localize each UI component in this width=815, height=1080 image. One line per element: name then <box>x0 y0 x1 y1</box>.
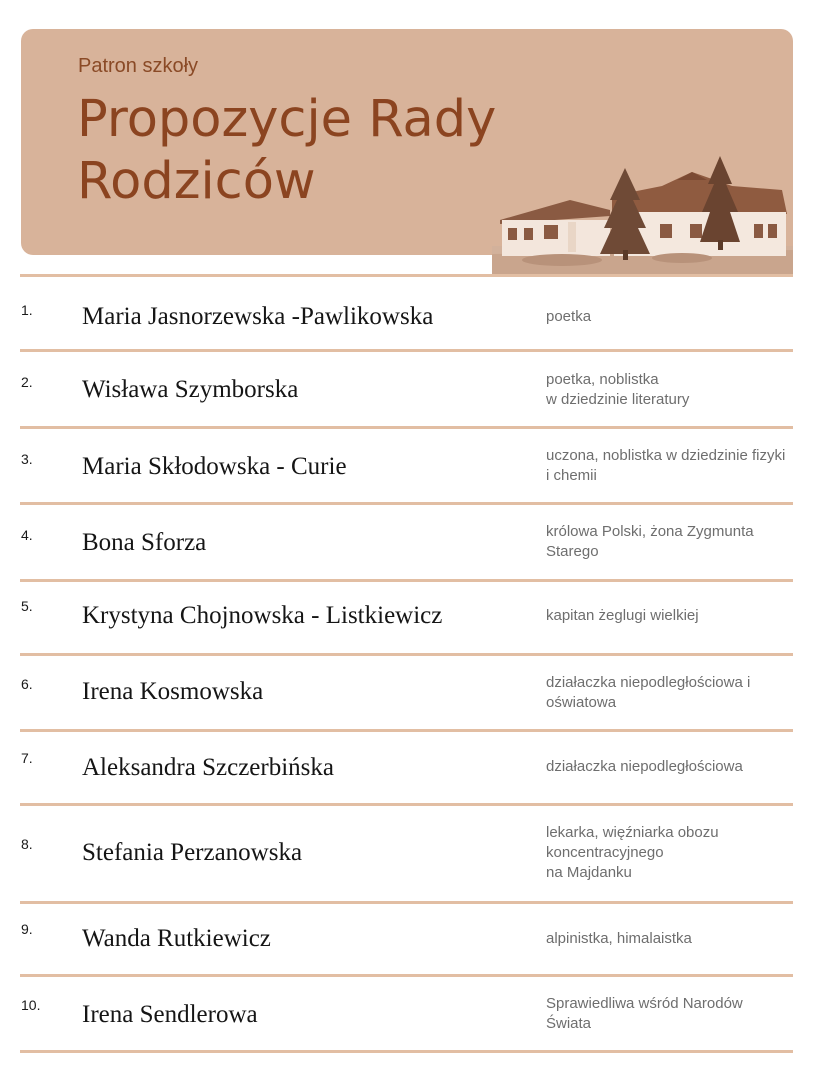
candidate-description: poetka, noblistka w dziedzinie literatury <box>546 371 690 408</box>
candidate-name: Irena Sendlerowa <box>82 1001 258 1028</box>
candidate-name: Bona Sforza <box>82 529 207 556</box>
candidate-name: Maria Skłodowska - Curie <box>82 453 347 480</box>
candidate-name: Aleksandra Szczerbińska <box>82 754 334 781</box>
candidate-name: Irena Kosmowska <box>82 678 264 705</box>
item-number: 10. <box>21 997 41 1013</box>
candidate-description: alpinistka, himalaistka <box>546 930 692 947</box>
list-item <box>20 505 793 579</box>
list-item <box>20 806 793 901</box>
candidate-description: Sprawiedliwa wśród Narodów Świata <box>546 995 743 1032</box>
candidate-description: kapitan żeglugi wielkiej <box>546 607 699 624</box>
item-number: 3. <box>21 451 33 467</box>
header-subtitle: Patron szkoły <box>78 55 199 77</box>
list-item <box>20 977 793 1050</box>
candidate-name: Krystyna Chojnowska - Listkiewicz <box>82 602 443 629</box>
candidate-name: Maria Jasnorzewska -Pawlikowska <box>82 303 434 330</box>
candidate-name: Wanda Rutkiewicz <box>82 925 271 952</box>
item-number: 8. <box>21 836 33 852</box>
candidate-description: królowa Polski, żona Zygmunta Starego <box>546 523 754 560</box>
divider <box>20 1050 793 1053</box>
list-item <box>20 582 793 653</box>
item-number: 6. <box>21 676 33 692</box>
candidate-name: Wisława Szymborska <box>82 376 299 403</box>
list-item <box>20 732 793 803</box>
item-number: 9. <box>21 921 33 937</box>
candidate-description: działaczka niepodległościowa i oświatowa <box>546 674 751 711</box>
candidate-name: Stefania Perzanowska <box>82 839 303 866</box>
item-number: 5. <box>21 598 33 614</box>
item-number: 4. <box>21 527 33 543</box>
list-item <box>20 277 793 349</box>
list-item <box>20 656 793 729</box>
candidate-description: poetka <box>546 308 592 325</box>
list-item <box>20 352 793 426</box>
list-item <box>20 429 793 502</box>
school-building-photo <box>492 150 793 276</box>
candidate-description: działaczka niepodległościowa <box>546 758 743 775</box>
item-number: 1. <box>21 302 33 318</box>
item-number: 2. <box>21 374 33 390</box>
page-title: Propozycje Rady Rodziców <box>77 90 497 211</box>
list-item <box>20 904 793 974</box>
candidate-description: uczona, noblistka w dziedzinie fizyki i chemii <box>546 447 786 484</box>
candidate-description: lekarka, więźniarka obozu koncentracyjnego na Majdanku <box>546 824 719 881</box>
item-number: 7. <box>21 750 33 766</box>
candidate-list <box>20 274 793 1053</box>
